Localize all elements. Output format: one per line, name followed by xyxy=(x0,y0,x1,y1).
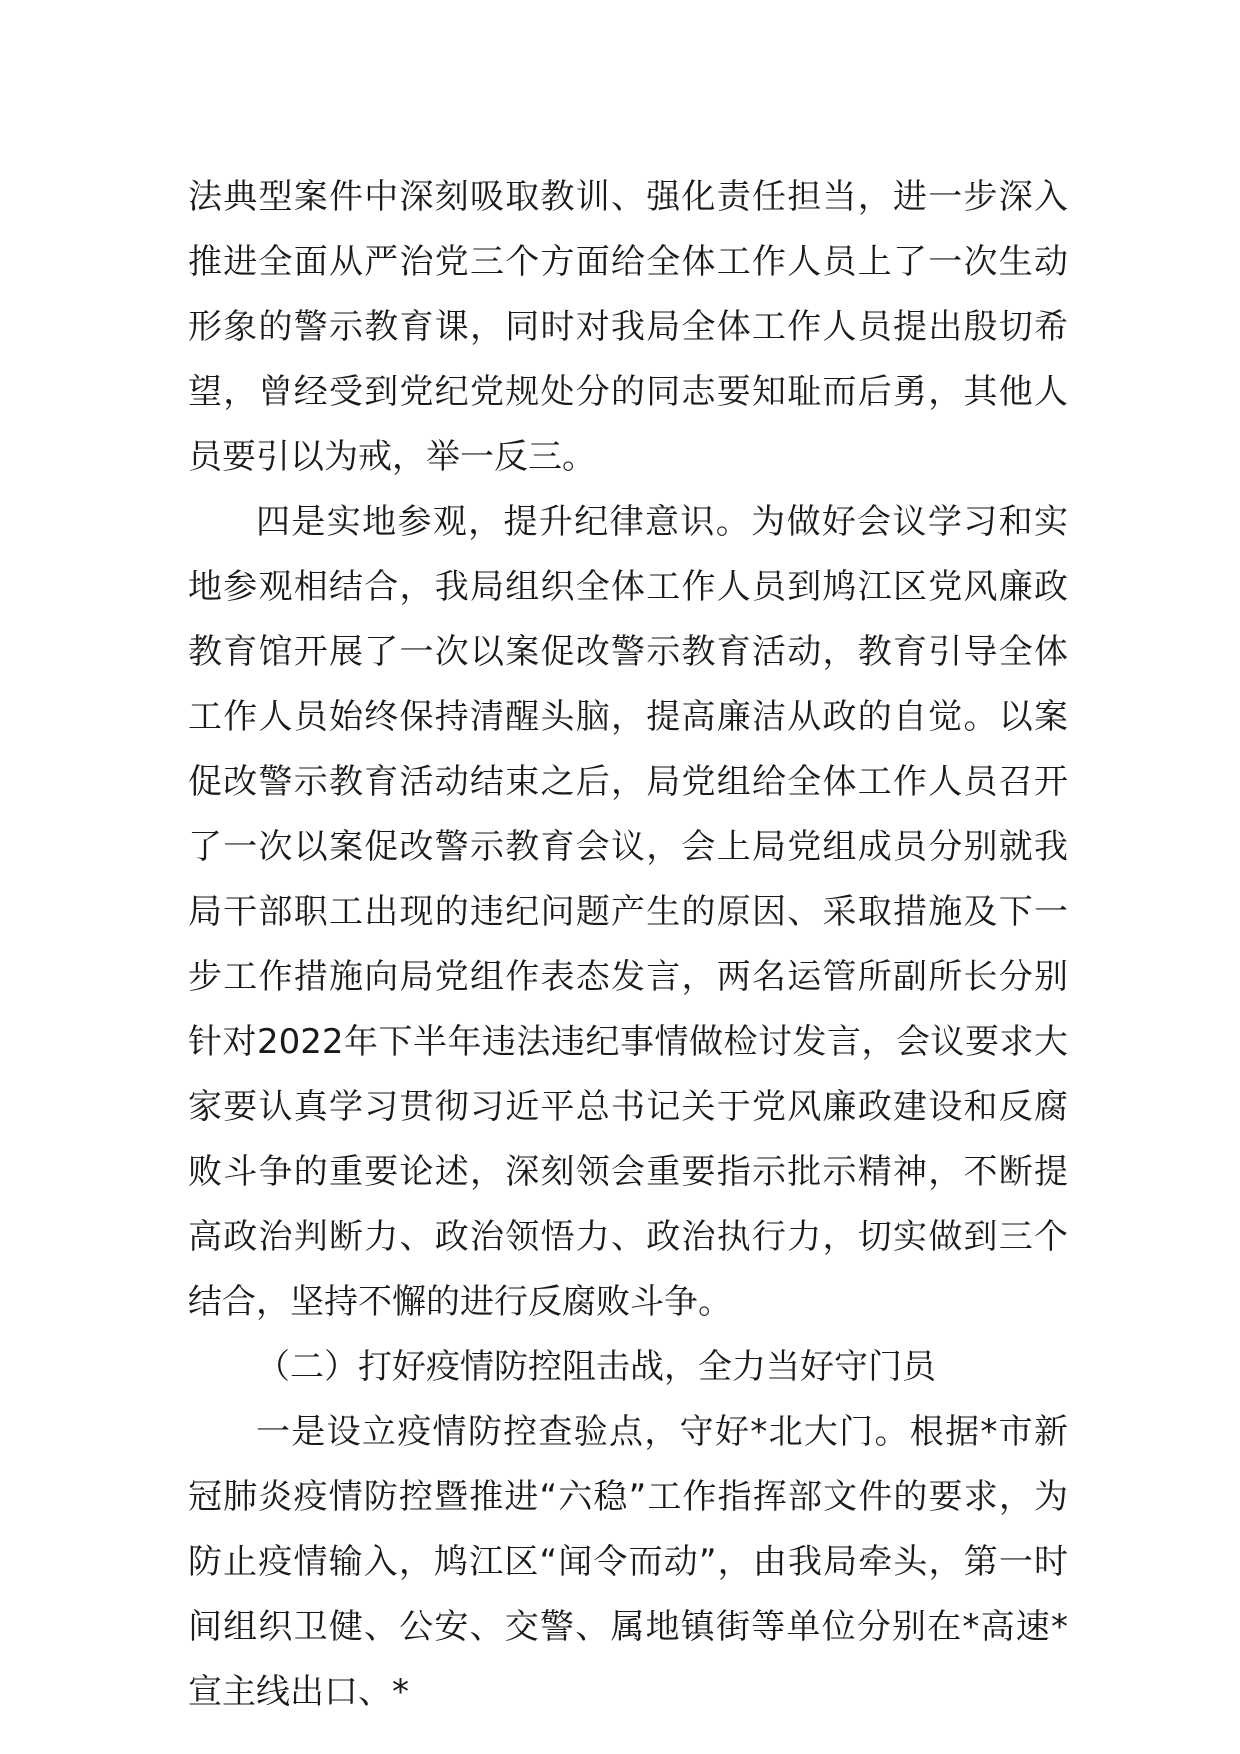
paragraph-checkpoint: 一是设立疫情防控查验点，守好*北大门。根据*市新冠肺炎疫情防控暨推进“六稳”工作指挥部文件的要求，为防止疫情输入，鸠江区“闻令而动”，由我局牵头，第一时间组织卫健、公安、交警、属地镇街等单位分别在*高速*宣主线出口、* xyxy=(188,1412,1068,1712)
section-heading: （二）打好疫情防控阻击战，全力当好守门员 xyxy=(256,1347,936,1387)
paragraph-continued: 法典型案件中深刻吸取教训、强化责任担当，进一步深入推进全面从严治党三个方面给全体工作人员上了一次生动形象的警示教育课，同时对我局全体工作人员提出殷切希望，曾经受到党纪党规处分的同志要知耻而后勇，其他人员要引以为戒，举一反三。 xyxy=(188,177,1068,477)
paragraph-site-visit: 四是实地参观，提升纪律意识。为做好会议学习和实地参观相结合，我局组织全体工作人员到鸠江区党风廉政教育馆开展了一次以案促改警示教育活动，教育引导全体工作人员始终保持清醒头脑，提高廉洁从政的自觉。以案促改警示教育活动结束之后，局党组给全体工作人员召开了一次以案促改警示教育会议，会上局党组成员分别就我局干部职工出现的违纪问题产生的原因、采取措施及下一步工作措施向局党组作表态发言，两名运管所副所长分别针对2022年下半年违法违纪事情做检讨发言，会议要求大家要认真学习贯彻习近平总书记关于党风廉政建设和反腐败斗争的重要论述，深刻领会重要指示批示精神，不断提高政治判断力、政治领悟力、政治执行力，切实做到三个结合，坚持不懈的进行反腐败斗争。 xyxy=(188,502,1068,1322)
document-body xyxy=(188,165,1068,1725)
